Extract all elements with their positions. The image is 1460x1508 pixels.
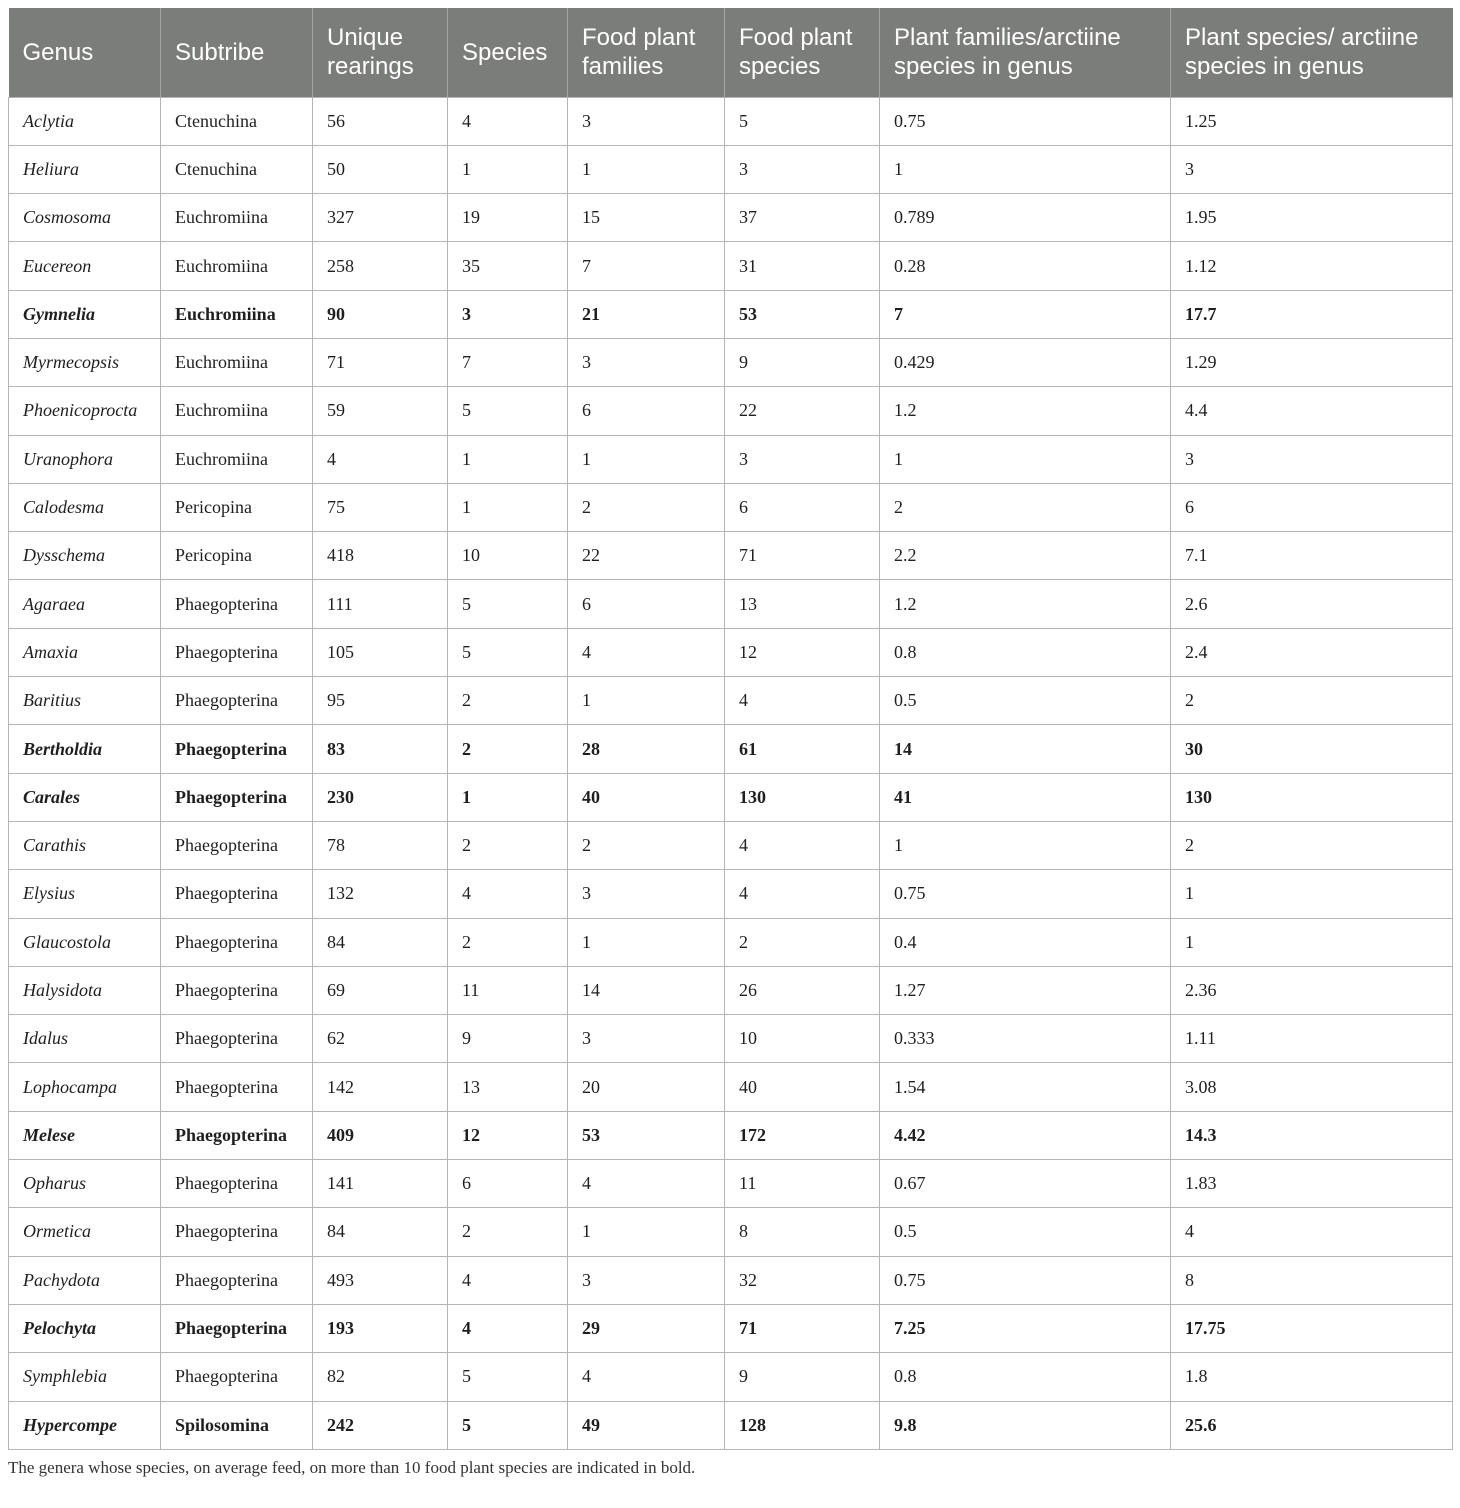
cell-unique-rearings: 258 — [313, 242, 448, 290]
cell-genus: Melese — [9, 1111, 161, 1159]
cell-species: 5 — [448, 1353, 568, 1401]
cell-families-ratio: 2 — [880, 483, 1171, 531]
cell-species-ratio: 2.4 — [1171, 628, 1453, 676]
cell-species: 7 — [448, 338, 568, 386]
table-row — [9, 290, 1453, 338]
table-row — [9, 773, 1453, 821]
cell-subtribe: Phaegopterina — [161, 773, 313, 821]
header-families-ratio: Plant families/arctiine species in genus — [880, 8, 1171, 97]
table-row — [9, 1160, 1453, 1208]
table-row — [9, 1015, 1453, 1063]
cell-unique-rearings: 83 — [313, 725, 448, 773]
cell-subtribe: Euchromiina — [161, 242, 313, 290]
cell-subtribe: Phaegopterina — [161, 1111, 313, 1159]
table-row — [9, 97, 1453, 145]
cell-species: 4 — [448, 1256, 568, 1304]
cell-food-plant-families: 40 — [568, 773, 725, 821]
cell-subtribe: Pericopina — [161, 483, 313, 531]
cell-genus: Lophocampa — [9, 1063, 161, 1111]
table-row — [9, 435, 1453, 483]
cell-families-ratio: 0.8 — [880, 1353, 1171, 1401]
cell-food-plant-families: 3 — [568, 1256, 725, 1304]
cell-food-plant-species: 172 — [725, 1111, 880, 1159]
cell-species-ratio: 6 — [1171, 483, 1453, 531]
cell-unique-rearings: 242 — [313, 1401, 448, 1449]
table-row — [9, 677, 1453, 725]
cell-food-plant-species: 31 — [725, 242, 880, 290]
header-genus: Genus — [9, 8, 161, 97]
cell-food-plant-species: 8 — [725, 1208, 880, 1256]
cell-subtribe: Euchromiina — [161, 194, 313, 242]
cell-species-ratio: 17.7 — [1171, 290, 1453, 338]
cell-subtribe: Ctenuchina — [161, 97, 313, 145]
cell-subtribe: Phaegopterina — [161, 821, 313, 869]
cell-food-plant-families: 1 — [568, 918, 725, 966]
cell-species: 12 — [448, 1111, 568, 1159]
cell-species: 5 — [448, 580, 568, 628]
header-species: Species — [448, 8, 568, 97]
cell-families-ratio: 7 — [880, 290, 1171, 338]
cell-species-ratio: 3 — [1171, 145, 1453, 193]
cell-families-ratio: 0.75 — [880, 97, 1171, 145]
cell-food-plant-families: 1 — [568, 677, 725, 725]
cell-food-plant-families: 49 — [568, 1401, 725, 1449]
cell-genus: Halysidota — [9, 966, 161, 1014]
cell-families-ratio: 7.25 — [880, 1304, 1171, 1352]
cell-families-ratio: 2.2 — [880, 532, 1171, 580]
header-unique-rearings: Unique rearings — [313, 8, 448, 97]
cell-genus: Ormetica — [9, 1208, 161, 1256]
table-row — [9, 242, 1453, 290]
cell-species: 9 — [448, 1015, 568, 1063]
cell-species-ratio: 3.08 — [1171, 1063, 1453, 1111]
cell-subtribe: Euchromiina — [161, 338, 313, 386]
header-food-plant-species: Food plant species — [725, 8, 880, 97]
cell-food-plant-species: 12 — [725, 628, 880, 676]
cell-food-plant-families: 1 — [568, 145, 725, 193]
cell-species-ratio: 7.1 — [1171, 532, 1453, 580]
cell-unique-rearings: 409 — [313, 1111, 448, 1159]
cell-unique-rearings: 71 — [313, 338, 448, 386]
cell-families-ratio: 0.5 — [880, 677, 1171, 725]
cell-species-ratio: 1.8 — [1171, 1353, 1453, 1401]
cell-genus: Bertholdia — [9, 725, 161, 773]
cell-subtribe: Phaegopterina — [161, 1353, 313, 1401]
cell-families-ratio: 0.28 — [880, 242, 1171, 290]
cell-unique-rearings: 142 — [313, 1063, 448, 1111]
cell-genus: Opharus — [9, 1160, 161, 1208]
cell-unique-rearings: 62 — [313, 1015, 448, 1063]
cell-families-ratio: 1.27 — [880, 966, 1171, 1014]
cell-subtribe: Phaegopterina — [161, 628, 313, 676]
cell-genus: Hypercompe — [9, 1401, 161, 1449]
cell-unique-rearings: 418 — [313, 532, 448, 580]
cell-genus: Agaraea — [9, 580, 161, 628]
cell-food-plant-species: 3 — [725, 145, 880, 193]
cell-food-plant-families: 3 — [568, 97, 725, 145]
cell-genus: Baritius — [9, 677, 161, 725]
cell-food-plant-families: 3 — [568, 338, 725, 386]
cell-food-plant-species: 10 — [725, 1015, 880, 1063]
cell-food-plant-species: 40 — [725, 1063, 880, 1111]
cell-species-ratio: 1 — [1171, 918, 1453, 966]
cell-species: 4 — [448, 97, 568, 145]
cell-food-plant-families: 22 — [568, 532, 725, 580]
table-row — [9, 194, 1453, 242]
cell-unique-rearings: 59 — [313, 387, 448, 435]
cell-food-plant-families: 4 — [568, 628, 725, 676]
cell-species: 2 — [448, 1208, 568, 1256]
cell-species: 1 — [448, 145, 568, 193]
cell-food-plant-species: 6 — [725, 483, 880, 531]
cell-food-plant-species: 128 — [725, 1401, 880, 1449]
cell-subtribe: Phaegopterina — [161, 677, 313, 725]
cell-unique-rearings: 111 — [313, 580, 448, 628]
cell-families-ratio: 0.789 — [880, 194, 1171, 242]
cell-species-ratio: 2.36 — [1171, 966, 1453, 1014]
cell-species-ratio: 14.3 — [1171, 1111, 1453, 1159]
cell-genus: Dysschema — [9, 532, 161, 580]
cell-food-plant-families: 14 — [568, 966, 725, 1014]
cell-unique-rearings: 84 — [313, 918, 448, 966]
cell-food-plant-species: 4 — [725, 870, 880, 918]
cell-unique-rearings: 90 — [313, 290, 448, 338]
cell-subtribe: Phaegopterina — [161, 725, 313, 773]
cell-species: 4 — [448, 1304, 568, 1352]
cell-genus: Pelochyta — [9, 1304, 161, 1352]
cell-subtribe: Phaegopterina — [161, 1160, 313, 1208]
cell-food-plant-families: 6 — [568, 580, 725, 628]
cell-species: 2 — [448, 821, 568, 869]
cell-subtribe: Euchromiina — [161, 435, 313, 483]
cell-unique-rearings: 50 — [313, 145, 448, 193]
cell-food-plant-families: 4 — [568, 1353, 725, 1401]
cell-species-ratio: 4 — [1171, 1208, 1453, 1256]
table-row — [9, 145, 1453, 193]
cell-food-plant-families: 28 — [568, 725, 725, 773]
cell-families-ratio: 1 — [880, 821, 1171, 869]
table-row — [9, 580, 1453, 628]
cell-genus: Elysius — [9, 870, 161, 918]
cell-species-ratio: 1.12 — [1171, 242, 1453, 290]
cell-food-plant-families: 53 — [568, 1111, 725, 1159]
cell-species-ratio: 30 — [1171, 725, 1453, 773]
cell-species-ratio: 2 — [1171, 677, 1453, 725]
cell-unique-rearings: 493 — [313, 1256, 448, 1304]
table-row — [9, 870, 1453, 918]
cell-genus: Cosmosoma — [9, 194, 161, 242]
cell-food-plant-species: 71 — [725, 1304, 880, 1352]
table-body — [9, 97, 1453, 1449]
cell-species: 2 — [448, 725, 568, 773]
cell-subtribe: Phaegopterina — [161, 580, 313, 628]
cell-subtribe: Phaegopterina — [161, 1256, 313, 1304]
cell-species-ratio: 4.4 — [1171, 387, 1453, 435]
cell-subtribe: Pericopina — [161, 532, 313, 580]
cell-species: 5 — [448, 1401, 568, 1449]
table-row — [9, 725, 1453, 773]
cell-unique-rearings: 230 — [313, 773, 448, 821]
cell-families-ratio: 1.54 — [880, 1063, 1171, 1111]
cell-families-ratio: 4.42 — [880, 1111, 1171, 1159]
cell-species: 2 — [448, 918, 568, 966]
cell-genus: Glaucostola — [9, 918, 161, 966]
cell-subtribe: Phaegopterina — [161, 870, 313, 918]
cell-families-ratio: 0.5 — [880, 1208, 1171, 1256]
cell-food-plant-families: 2 — [568, 483, 725, 531]
cell-subtribe: Euchromiina — [161, 290, 313, 338]
cell-families-ratio: 9.8 — [880, 1401, 1171, 1449]
table-row — [9, 1353, 1453, 1401]
cell-subtribe: Phaegopterina — [161, 918, 313, 966]
cell-food-plant-families: 21 — [568, 290, 725, 338]
table-footnote: The genera whose species, on average feed, on more than 10 food plant species are indicated in bold. — [8, 1457, 696, 1477]
cell-families-ratio: 1.2 — [880, 387, 1171, 435]
cell-unique-rearings: 132 — [313, 870, 448, 918]
cell-food-plant-families: 3 — [568, 1015, 725, 1063]
cell-unique-rearings: 82 — [313, 1353, 448, 1401]
cell-food-plant-species: 53 — [725, 290, 880, 338]
cell-species: 13 — [448, 1063, 568, 1111]
table-row — [9, 1208, 1453, 1256]
cell-genus: Eucereon — [9, 242, 161, 290]
cell-genus: Calodesma — [9, 483, 161, 531]
cell-genus: Phoenicoprocta — [9, 387, 161, 435]
cell-species: 19 — [448, 194, 568, 242]
cell-species-ratio: 130 — [1171, 773, 1453, 821]
cell-species-ratio: 1.83 — [1171, 1160, 1453, 1208]
table-row — [9, 1111, 1453, 1159]
cell-food-plant-species: 2 — [725, 918, 880, 966]
cell-species: 5 — [448, 387, 568, 435]
cell-species-ratio: 1.29 — [1171, 338, 1453, 386]
cell-genus: Gymnelia — [9, 290, 161, 338]
cell-species: 1 — [448, 435, 568, 483]
cell-subtribe: Phaegopterina — [161, 1304, 313, 1352]
cell-food-plant-species: 9 — [725, 1353, 880, 1401]
cell-unique-rearings: 4 — [313, 435, 448, 483]
cell-families-ratio: 0.75 — [880, 870, 1171, 918]
table-row — [9, 1401, 1453, 1449]
cell-unique-rearings: 141 — [313, 1160, 448, 1208]
table-row — [9, 338, 1453, 386]
cell-families-ratio: 0.75 — [880, 1256, 1171, 1304]
cell-unique-rearings: 56 — [313, 97, 448, 145]
cell-genus: Carales — [9, 773, 161, 821]
cell-genus: Idalus — [9, 1015, 161, 1063]
table-row — [9, 918, 1453, 966]
cell-food-plant-families: 1 — [568, 435, 725, 483]
table-row — [9, 387, 1453, 435]
cell-species: 35 — [448, 242, 568, 290]
cell-unique-rearings: 75 — [313, 483, 448, 531]
cell-species: 5 — [448, 628, 568, 676]
cell-species-ratio: 3 — [1171, 435, 1453, 483]
cell-species: 4 — [448, 870, 568, 918]
cell-unique-rearings: 193 — [313, 1304, 448, 1352]
table-row — [9, 966, 1453, 1014]
cell-food-plant-families: 6 — [568, 387, 725, 435]
cell-food-plant-species: 37 — [725, 194, 880, 242]
table-container — [8, 8, 1452, 1478]
cell-subtribe: Phaegopterina — [161, 1015, 313, 1063]
cell-unique-rearings: 327 — [313, 194, 448, 242]
cell-subtribe: Euchromiina — [161, 387, 313, 435]
cell-families-ratio: 41 — [880, 773, 1171, 821]
cell-species: 1 — [448, 483, 568, 531]
cell-species: 1 — [448, 773, 568, 821]
cell-species: 3 — [448, 290, 568, 338]
cell-food-plant-families: 4 — [568, 1160, 725, 1208]
cell-food-plant-species: 130 — [725, 773, 880, 821]
cell-food-plant-species: 3 — [725, 435, 880, 483]
cell-families-ratio: 0.4 — [880, 918, 1171, 966]
cell-species-ratio: 8 — [1171, 1256, 1453, 1304]
cell-species-ratio: 1 — [1171, 870, 1453, 918]
cell-food-plant-species: 9 — [725, 338, 880, 386]
cell-food-plant-families: 2 — [568, 821, 725, 869]
cell-species-ratio: 17.75 — [1171, 1304, 1453, 1352]
cell-food-plant-families: 3 — [568, 870, 725, 918]
cell-species-ratio: 1.95 — [1171, 194, 1453, 242]
cell-food-plant-species: 5 — [725, 97, 880, 145]
cell-families-ratio: 14 — [880, 725, 1171, 773]
cell-genus: Uranophora — [9, 435, 161, 483]
cell-subtribe: Phaegopterina — [161, 1063, 313, 1111]
cell-subtribe: Spilosomina — [161, 1401, 313, 1449]
cell-unique-rearings: 78 — [313, 821, 448, 869]
cell-species-ratio: 1.11 — [1171, 1015, 1453, 1063]
cell-food-plant-families: 29 — [568, 1304, 725, 1352]
cell-genus: Carathis — [9, 821, 161, 869]
cell-subtribe: Phaegopterina — [161, 966, 313, 1014]
cell-food-plant-species: 32 — [725, 1256, 880, 1304]
table-row — [9, 1304, 1453, 1352]
cell-food-plant-species: 26 — [725, 966, 880, 1014]
cell-food-plant-species: 71 — [725, 532, 880, 580]
cell-families-ratio: 0.333 — [880, 1015, 1171, 1063]
table-row — [9, 628, 1453, 676]
cell-food-plant-families: 7 — [568, 242, 725, 290]
table-row — [9, 821, 1453, 869]
cell-food-plant-species: 13 — [725, 580, 880, 628]
cell-species: 11 — [448, 966, 568, 1014]
cell-species-ratio: 2.6 — [1171, 580, 1453, 628]
cell-unique-rearings: 95 — [313, 677, 448, 725]
cell-species: 10 — [448, 532, 568, 580]
header-subtribe: Subtribe — [161, 8, 313, 97]
cell-food-plant-families: 1 — [568, 1208, 725, 1256]
header-food-plant-families: Food plant families — [568, 8, 725, 97]
table-row — [9, 1063, 1453, 1111]
cell-subtribe: Ctenuchina — [161, 145, 313, 193]
cell-unique-rearings: 105 — [313, 628, 448, 676]
cell-food-plant-species: 11 — [725, 1160, 880, 1208]
cell-unique-rearings: 84 — [313, 1208, 448, 1256]
cell-food-plant-species: 22 — [725, 387, 880, 435]
table-row — [9, 532, 1453, 580]
cell-families-ratio: 1.2 — [880, 580, 1171, 628]
cell-species-ratio: 25.6 — [1171, 1401, 1453, 1449]
cell-subtribe: Phaegopterina — [161, 1208, 313, 1256]
cell-unique-rearings: 69 — [313, 966, 448, 1014]
table-row — [9, 483, 1453, 531]
cell-species: 6 — [448, 1160, 568, 1208]
header-species-ratio: Plant species/ arctiine species in genus — [1171, 8, 1453, 97]
header-row — [9, 8, 1453, 97]
cell-food-plant-species: 4 — [725, 677, 880, 725]
cell-genus: Heliura — [9, 145, 161, 193]
cell-families-ratio: 1 — [880, 145, 1171, 193]
cell-genus: Myrmecopsis — [9, 338, 161, 386]
cell-genus: Symphlebia — [9, 1353, 161, 1401]
cell-species: 2 — [448, 677, 568, 725]
cell-species-ratio: 1.25 — [1171, 97, 1453, 145]
cell-genus: Amaxia — [9, 628, 161, 676]
cell-genus: Aclytia — [9, 97, 161, 145]
cell-food-plant-species: 61 — [725, 725, 880, 773]
cell-food-plant-families: 20 — [568, 1063, 725, 1111]
cell-food-plant-species: 4 — [725, 821, 880, 869]
cell-genus: Pachydota — [9, 1256, 161, 1304]
cell-families-ratio: 0.67 — [880, 1160, 1171, 1208]
table-row — [9, 1256, 1453, 1304]
cell-families-ratio: 0.8 — [880, 628, 1171, 676]
cell-families-ratio: 0.429 — [880, 338, 1171, 386]
cell-food-plant-families: 15 — [568, 194, 725, 242]
cell-families-ratio: 1 — [880, 435, 1171, 483]
cell-species-ratio: 2 — [1171, 821, 1453, 869]
food-plant-table — [8, 8, 1453, 1450]
